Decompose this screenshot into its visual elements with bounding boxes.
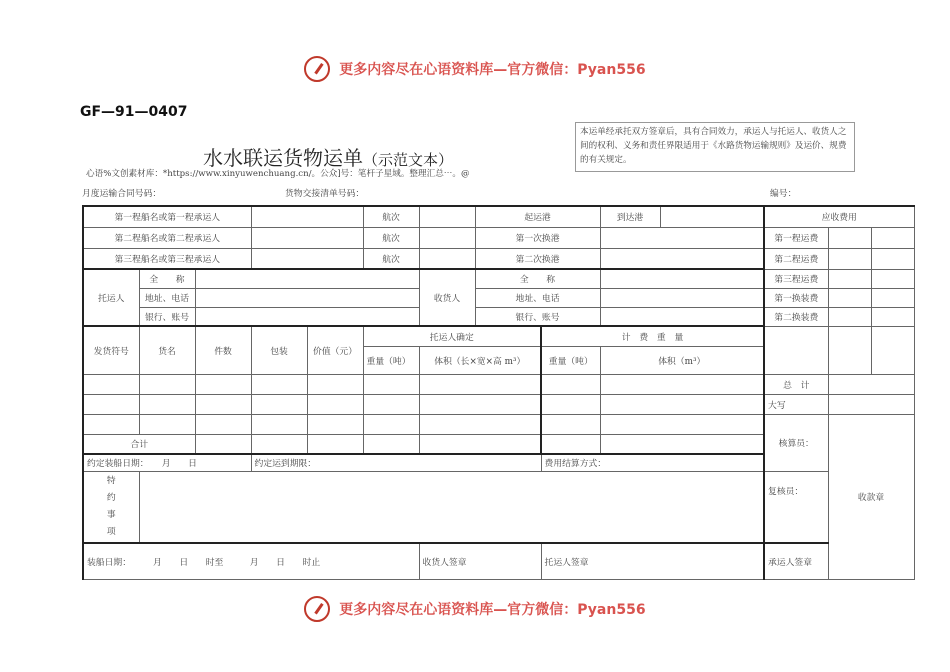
- cargo-cell[interactable]: [419, 374, 541, 394]
- banner-text: 更多内容尽在心语资料库—官方微信：Pyan556: [339, 62, 646, 78]
- subtotal-weight[interactable]: [363, 434, 419, 454]
- cargo-cell[interactable]: [251, 374, 307, 394]
- shipper-name-label: 全 称: [139, 269, 195, 288]
- cargo-mark-header: 发货符号: [83, 326, 139, 374]
- source-line: 心语%文创素材库：*https://www.xinyuwenchuang.cn/。公众]号：笔杆子星域。整理汇总⋯。@: [86, 169, 470, 179]
- legal-note: 本运单经承托双方签章后，具有合同效力，承运人与托运人、收货人之间的权利、义务和责任界限适用于《水路货物运输规则》及运价、规费的有关规定。: [575, 122, 855, 172]
- consignee-name-label: 全 称: [475, 269, 600, 288]
- arrive-limit-label: 约定运到期限：: [251, 454, 541, 471]
- waybill-table: [82, 205, 915, 580]
- shipper-bank-value[interactable]: [195, 307, 419, 326]
- subtotal-label: 合计: [83, 434, 195, 454]
- cargo-cell[interactable]: [307, 374, 363, 394]
- cargo-cell[interactable]: [195, 374, 251, 394]
- shipper-seal-label: 托运人签章: [541, 543, 764, 579]
- transfer2-value[interactable]: [600, 248, 764, 269]
- reviewer-label: 复核员：: [764, 471, 828, 543]
- cargo-cell[interactable]: [195, 394, 251, 414]
- receipt-seal-label: 收款章: [828, 414, 914, 579]
- page-subtitle: （示范文本）: [363, 151, 454, 169]
- fee-blank-1a[interactable]: [828, 326, 871, 374]
- voyage1-value[interactable]: [419, 206, 475, 227]
- fee-second-leg-a[interactable]: [828, 248, 871, 269]
- form-code: GF—91—0407: [80, 104, 188, 120]
- cargo-cell[interactable]: [419, 394, 541, 414]
- fee-third-leg: 第三程运费: [764, 269, 828, 288]
- consignee-name-value[interactable]: [600, 269, 764, 288]
- cargo-cell[interactable]: [251, 414, 307, 434]
- fee-transfer1: 第一换装费: [764, 288, 828, 307]
- ship2-label: 第二程船名或第二程承运人: [83, 227, 251, 248]
- volume-header: 体积（长×宽×高 m³）: [419, 346, 541, 374]
- consign-no-label: 货物交接清单号码：: [285, 189, 365, 199]
- cargo-cell[interactable]: [251, 434, 307, 454]
- settlement-label: 费用结算方式：: [541, 454, 764, 471]
- fee-first-leg-b[interactable]: [871, 227, 914, 248]
- consignee-seal-label: 收货人签章: [419, 543, 541, 579]
- cargo-cell[interactable]: [541, 414, 600, 434]
- serial-label: 编号：: [770, 189, 797, 199]
- weight-ton2-header: 重量（吨）: [541, 346, 600, 374]
- load-date-label: 约定装船日期： 月 日: [83, 454, 251, 471]
- ship3-value[interactable]: [251, 248, 363, 269]
- cargo-cell[interactable]: [139, 374, 195, 394]
- subtotal-volume[interactable]: [419, 434, 541, 454]
- goods-name-header: 货名: [139, 326, 195, 374]
- fees-header: 应收费用: [764, 206, 914, 227]
- start-port-label: 起运港: [475, 206, 600, 227]
- fee-transfer2: 第二换装费: [764, 307, 828, 326]
- cargo-cell[interactable]: [83, 374, 139, 394]
- arrive-port-label: 到达港: [600, 206, 660, 227]
- transfer1-value[interactable]: [600, 227, 764, 248]
- contract-no-label: 月度运输合同号码：: [82, 189, 162, 199]
- cargo-cell[interactable]: [139, 414, 195, 434]
- fee-second-leg-b[interactable]: [871, 248, 914, 269]
- bottom-banner: [0, 596, 950, 622]
- voyage2-value[interactable]: [419, 227, 475, 248]
- cargo-cell[interactable]: [600, 394, 764, 414]
- weight-ton-header: 重量（吨）: [363, 346, 419, 374]
- fee-total-label: 总 计: [764, 374, 828, 394]
- cargo-cell[interactable]: [600, 374, 764, 394]
- fee-first-leg-a[interactable]: [828, 227, 871, 248]
- fee-blank-1: [764, 326, 828, 374]
- value-header: 价值（元）: [307, 326, 363, 374]
- consignee-address-label: 地址、电话: [475, 288, 600, 307]
- fee-blank-1b[interactable]: [871, 326, 914, 374]
- cargo-cell[interactable]: [83, 414, 139, 434]
- cargo-cell[interactable]: [251, 394, 307, 414]
- loading-date-label: 装船日期： 月 日 时至 月 日 时止: [83, 543, 419, 579]
- pieces-header: 件数: [195, 326, 251, 374]
- fee-first-leg: 第一程运费: [764, 227, 828, 248]
- cargo-cell[interactable]: [600, 414, 764, 434]
- volume2-header: 体积（m³）: [600, 346, 764, 374]
- fee-transfer1-a[interactable]: [828, 288, 871, 307]
- shipper-bank-label: 银行、账号: [139, 307, 195, 326]
- cargo-cell[interactable]: [307, 394, 363, 414]
- fee-total-value[interactable]: [828, 374, 914, 394]
- transfer1-label: 第一次换港: [475, 227, 600, 248]
- voyage1-label: 航次: [363, 206, 419, 227]
- shipper-label: 托运人: [83, 269, 139, 326]
- charge-weight-header: 计 费 重 量: [541, 326, 764, 346]
- ship1-label: 第一程船名或第一程承运人: [83, 206, 251, 227]
- ship1-value[interactable]: [251, 206, 363, 227]
- special-terms-value[interactable]: [139, 471, 764, 543]
- cargo-cell[interactable]: [541, 394, 600, 414]
- subtotal-charge-weight[interactable]: [541, 434, 600, 454]
- fee-capital-label: 大写: [764, 394, 828, 414]
- fee-third-leg-b[interactable]: [871, 269, 914, 288]
- top-banner: [0, 56, 950, 82]
- cargo-cell[interactable]: [195, 414, 251, 434]
- cargo-cell[interactable]: [363, 374, 419, 394]
- cargo-cell[interactable]: [541, 374, 600, 394]
- ship3-label: 第三程船名或第三程承运人: [83, 248, 251, 269]
- cargo-cell[interactable]: [83, 394, 139, 414]
- subtotal-charge-volume[interactable]: [600, 434, 764, 454]
- special-terms-label: 特约事项: [83, 471, 139, 543]
- pen-logo-icon: [304, 56, 330, 82]
- fee-capital-value[interactable]: [828, 394, 914, 414]
- consignee-label: 收货人: [419, 269, 475, 326]
- carrier-seal-label: 承运人签章: [764, 543, 914, 579]
- fee-third-leg-a[interactable]: [828, 269, 871, 288]
- arrive-port-value[interactable]: [660, 206, 764, 227]
- checker-label: 核算员：: [764, 414, 828, 471]
- banner-text: 更多内容尽在心语资料库—官方微信：Pyan556: [339, 602, 646, 618]
- voyage3-label: 航次: [363, 248, 419, 269]
- pen-logo-icon: [304, 596, 330, 622]
- shipper-name-value[interactable]: [195, 269, 419, 288]
- cargo-cell[interactable]: [419, 414, 541, 434]
- voyage3-value[interactable]: [419, 248, 475, 269]
- cargo-cell[interactable]: [363, 414, 419, 434]
- packing-header: 包装: [251, 326, 307, 374]
- subtotal-pieces[interactable]: [195, 434, 251, 454]
- fee-transfer2-a[interactable]: [828, 307, 871, 326]
- consignee-bank-value[interactable]: [600, 307, 764, 326]
- fee-transfer2-b[interactable]: [871, 307, 914, 326]
- fee-transfer1-b[interactable]: [871, 288, 914, 307]
- subtotal-value[interactable]: [307, 434, 363, 454]
- transfer2-label: 第二次换港: [475, 248, 600, 269]
- ship2-value[interactable]: [251, 227, 363, 248]
- page-title: 水水联运货物运单（示范文本）: [203, 146, 454, 170]
- cargo-cell[interactable]: [307, 414, 363, 434]
- shipper-address-label: 地址、电话: [139, 288, 195, 307]
- consignee-bank-label: 银行、账号: [475, 307, 600, 326]
- voyage2-label: 航次: [363, 227, 419, 248]
- shipper-confirm-header: 托运人确定: [363, 326, 541, 346]
- cargo-cell[interactable]: [139, 394, 195, 414]
- consignee-address-value[interactable]: [600, 288, 764, 307]
- shipper-address-value[interactable]: [195, 288, 419, 307]
- fee-second-leg: 第二程运费: [764, 248, 828, 269]
- cargo-cell[interactable]: [363, 394, 419, 414]
